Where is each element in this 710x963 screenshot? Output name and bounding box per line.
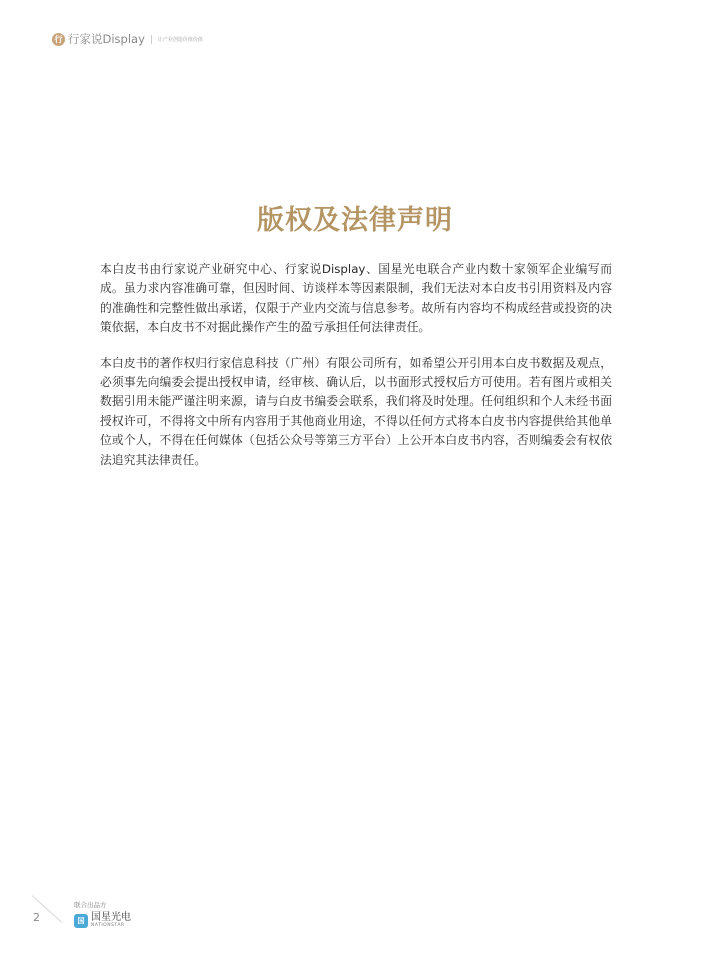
partner-name: 国星光电: [91, 912, 131, 923]
paragraph-copyright: 本白皮书的著作权归行家信息科技（广州）有限公司所有，如希望公开引用本白皮书数据及观点，必须事先向编委会提出授权申请，经审核、确认后，以书面形式授权后方可使用。若有图片或相关数据引用未能严谨注明来源，请与白皮书编委会联系，我们将及时处理。任何组织和个人未经书面授权许可，不得将文中所有内容用于其他商业用途，不得以任何方式将本白皮书内容提供给其他单位或个人，不得在任何媒体（包括公众号等第三方平台）上公开本白皮书内容，否则编委会有权依法追究其法律责任。: [100, 355, 612, 467]
paragraph-disclaimer: 本白皮书由行家说产业研究中心、行家说Display、国星光电联合产业内数十家领军企业编写而成。虽力求内容准确可靠，但因时间、访谈样本等因素限制，我们无法对本白皮书引用资料及内容的准确性和完整性做出承诺，仅限于产业内交流与信息参考。故所有内容均不构成经营或投资的决策依据，本白皮书不对据此操作产生的盈亏承担任何法律责任。: [100, 262, 612, 335]
header: [52, 30, 203, 48]
brand-name: 行家说Display: [68, 32, 145, 46]
footer-label: 联合出品方: [74, 901, 107, 909]
partner-text: [91, 912, 131, 929]
brand-tagline: 让产业创造价值价值: [157, 36, 203, 43]
header-divider: [151, 35, 152, 44]
partner-name-en: NATIONSTAR: [91, 923, 125, 928]
statement-body: [100, 260, 612, 486]
page-number: 2: [33, 911, 40, 924]
brand-logo-icon: 行: [52, 33, 65, 46]
partner-logo: [74, 912, 131, 929]
page-title: 版权及法律声明: [257, 205, 453, 236]
partner-logo-icon: 国: [74, 914, 88, 928]
